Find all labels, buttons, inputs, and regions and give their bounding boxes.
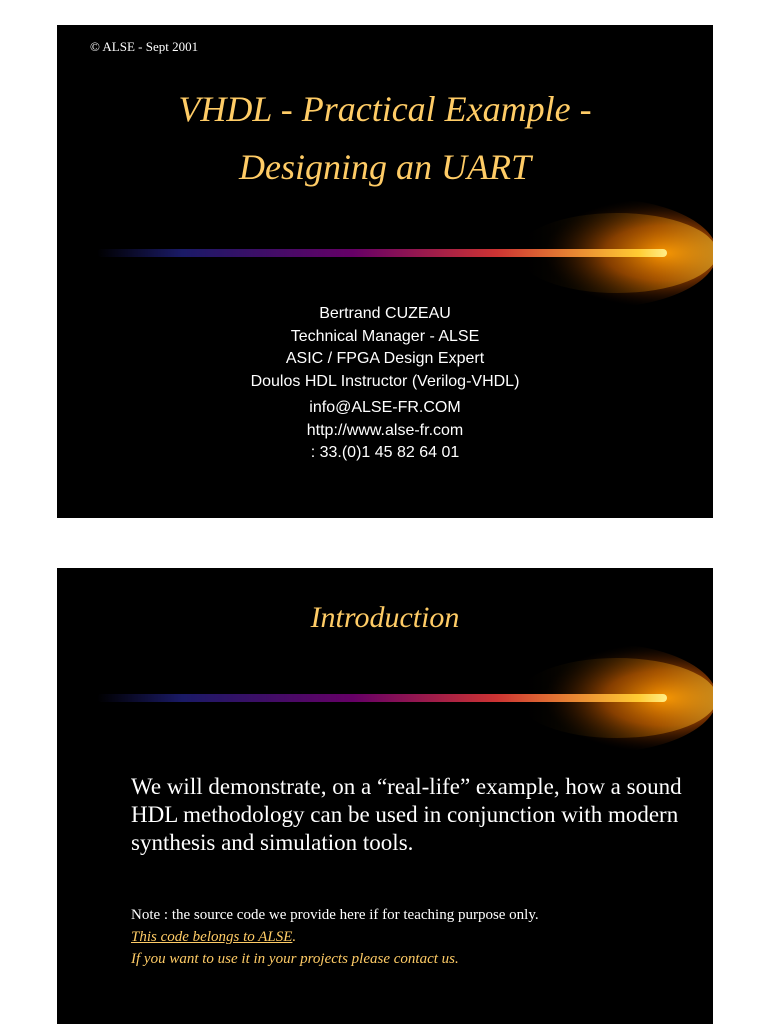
author-name: Bertrand CUZEAU [319,305,451,322]
contact-text: If you want to use it in your projects please contact us. [131,951,459,967]
author-block [57,303,713,465]
ownership-period: . [292,929,297,945]
note-block [131,904,691,970]
introduction-slide [57,568,713,1024]
author-expertise: ASIC / FPGA Design Expert [285,350,485,367]
title-line-1: VHDL - Practical Example - [178,89,592,129]
beam-line [97,694,667,702]
title-slide [57,25,713,518]
intro-paragraph: We will demonstrate, on a “real-life” example, how a sound HDL methodology can be used in conjunction with modern synthesis and simulation tools. [131,774,682,855]
note-text: Note : the source code we provide here if for teaching purpose only. [131,907,539,923]
copyright-notice: © ALSE - Sept 2001 [90,39,199,54]
beam-graphic [57,193,713,313]
beam-line [97,249,667,257]
ownership-text: This code belongs to ALSE [131,929,293,945]
author-website: http://www.alse-fr.com [306,421,464,439]
beam-graphic [57,638,713,758]
author-phone: : 33.(0)1 45 82 64 01 [310,444,460,461]
slide-title [57,80,713,196]
author-role: Technical Manager - ALSE [290,327,480,345]
title-line-2: Designing an UART [239,147,531,187]
author-instructor: Doulos HDL Instructor (Verilog-VHDL) [250,372,520,390]
ownership-line [131,926,691,948]
slide-title: Introduction [310,601,460,634]
author-email: info@ALSE-FR.COM [309,399,461,416]
